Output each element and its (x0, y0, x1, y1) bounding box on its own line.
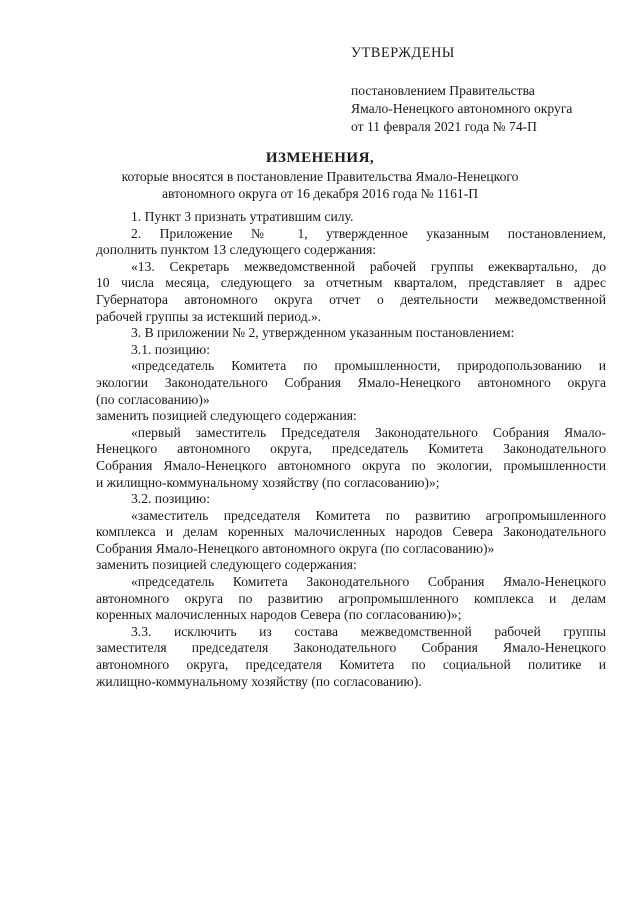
paragraph-5: 3.1. позицию: (131, 341, 210, 357)
approval-line-3: от 11 февраля 2021 года № 74-П (351, 119, 537, 134)
paragraph-13-line-4: жилищно-коммунальному хозяйству (по согласованию). (96, 673, 422, 689)
paragraph-12-line-1: «председатель Комитета Законодательного Собрания Ямало-Ненецкого (131, 574, 606, 590)
paragraph-8-line-1: «первый заместитель Председателя Законодательного Собрания Ямало- (131, 424, 606, 440)
document-title: ИЗМЕНЕНИЯ, (265, 150, 375, 166)
document-subtitle-line-2: автономного округа от 16 декабря 2016 года № 1161-П (161, 186, 479, 201)
paragraph-3-line-2: 10 числа месяца, следующего за отчетным кварталом, представляет в адрес (96, 275, 606, 291)
document-title-block (90, 148, 550, 202)
paragraph-2-line-1: 2. Приложение № 1, утвержденное указанным постановлением, (131, 225, 606, 241)
paragraph-8-line-3: Собрания Ямало-Ненецкого автономного округа по экологии, промышленности (96, 457, 606, 473)
paragraph-9: 3.2. позицию: (131, 491, 210, 507)
document-subtitle-line-1: которые вносятся в постановление Правительства Ямало-Ненецкого (121, 169, 519, 184)
approval-line-2: Ямало-Ненецкого автономного округа (351, 101, 573, 116)
paragraph-13-line-3: автономного округа, председателя Комитета по социальной политике и (96, 657, 606, 673)
paragraph-3-line-3: Губернатора автономного округа отчет о деятельности межведомственной (96, 291, 606, 307)
paragraph-3 (96, 259, 606, 325)
paragraph-12-line-3: коренных малочисленных народов Севера (по согласованию)»; (96, 607, 462, 623)
approval-heading: УТВЕРЖДЕНЫ (351, 45, 455, 61)
paragraph-12 (96, 574, 606, 624)
paragraph-6-line-3: (по согласованию)» (96, 391, 210, 407)
paragraph-11: заменить позицией следующего содержания: (96, 557, 357, 573)
paragraph-6-line-2: экологии Законодательного Собрания Ямало-Ненецкого автономного округа (96, 374, 606, 390)
paragraph-3-line-1: «13. Секретарь межведомственной рабочей группы ежеквартально, до (131, 258, 606, 274)
paragraph-12-line-2: автономного округа по развитию агропромышленного комплекса и делам (96, 590, 606, 606)
paragraph-2-line-2: дополнить пунктом 13 следующего содержания: (96, 242, 377, 258)
paragraph-10-line-1: «заместитель председателя Комитета по развитию агропромышленного (131, 507, 606, 523)
paragraph-8-line-2: Ненецкого автономного округа, председатель Комитета Законодательного (96, 441, 606, 457)
paragraph-6 (96, 358, 606, 408)
paragraph-8 (96, 425, 606, 491)
paragraph-10 (96, 508, 606, 558)
paragraph-3-line-4: рабочей группы за истекший период.». (96, 308, 322, 324)
paragraph-10-line-3: Собрания Ямало-Ненецкого автономного округа (по согласованию)» (96, 540, 495, 556)
paragraph-10-line-2: комплекса и делам коренных малочисленных народов Севера Законодательного (96, 524, 606, 540)
paragraph-13 (96, 624, 606, 690)
paragraph-13-line-2: заместителя председателя Законодательного Собрания Ямало-Ненецкого (96, 640, 606, 656)
paragraph-2 (96, 226, 606, 259)
approval-line-1: постановлением Правительства (351, 83, 535, 98)
approval-stamp (351, 44, 621, 136)
paragraph-8-line-4: и жилищно-коммунальному хозяйству (по согласованию)»; (96, 474, 440, 490)
paragraph-1: 1. Пункт 3 признать утратившим силу. (131, 209, 354, 224)
paragraph-7: заменить позицией следующего содержания: (96, 408, 357, 424)
paragraph-6-line-1: «председатель Комитета по промышленности, природопользованию и (131, 358, 606, 374)
paragraph-13-line-1: 3.3. исключить из состава межведомственной рабочей группы (131, 623, 606, 639)
document-body (96, 209, 606, 690)
paragraph-4: 3. В приложении № 2, утвержденном указанным постановлением: (131, 325, 515, 341)
